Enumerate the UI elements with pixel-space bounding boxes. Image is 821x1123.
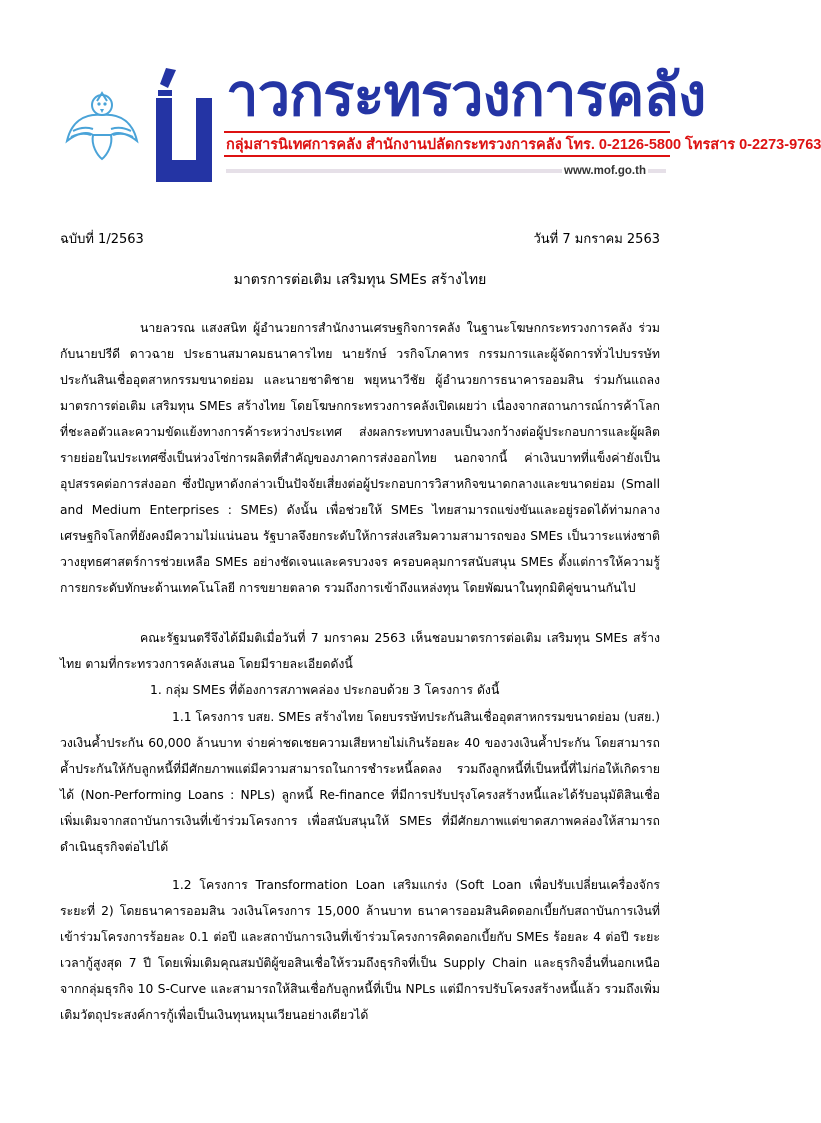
paragraph-project-1-2: 1.2 โครงการ Transformation Loan เสริมแกร่ง (Soft Loan เพื่อปรับเปลี่ยนเครื่องจักร ระยะที่ 2) โดยธนาคารออมสิน วงเงินโครงการ 15,000 ล้านบาท ธนาคารออมสินคิดดอกเบี้ยกับสถาบันการเงินที่เข้าร่วมโครงการร้อยละ 0.1 ต่อปี และสถาบันการเงินที่เข้าร่วมโครงการคิดดอกเบี้ยกับ SMEs ร้อยละ 4 ต่อปี ระยะเวลากู้สูงสุด 7 ปี โดยเพิ่มเติมคุณสมบัติผู้ขอสินเชื่อให้รวมถึงธุรกิจที่เป็น Supply Chain และธุรกิจอื่นที่นอกเหนือจากกลุ่มธุรกิจ 10 S-Curve และสามารถให้สินเชื่อกับลูกหนี้ที่เป็น NPLs แต่มีการปรับโครงสร้างหนี้แล้ว รวมถึงเพิ่มเติมวัตถุประสงค์การกู้เพื่อเป็นเงินทุนหมุนเวียนอย่างเดียวได้ [60, 878, 660, 1022]
website-link[interactable]: www.mof.go.th [564, 165, 646, 177]
masthead-title: าวกระทรวงการคลัง [226, 63, 706, 128]
garuda-emblem-icon [63, 83, 141, 161]
masthead-ba-glyph [152, 60, 218, 188]
section-heading-liquidity: 1. กลุ่ม SMEs ที่ต้องการสภาพคล่อง ประกอบด้วย 3 โครงการ ดังนี้ [150, 683, 500, 697]
issue-number: ฉบับที่ 1/2563 [60, 232, 144, 247]
contact-line: กลุ่มสารนิเทศการคลัง สำนักงานปลัดกระทรวงการคลัง โทร. 0-2126-5800 โทรสาร 0-2273-9763 [226, 137, 821, 153]
masthead [60, 55, 821, 195]
paragraph-project-1-1: 1.1 โครงการ บสย. SMEs สร้างไทย โดยบรรษัทประกันสินเชื่ออุตสาหกรรมขนาดย่อม (บสย.) วงเงินค้ำประกัน 60,000 ล้านบาท จ่ายค่าชดเชยความเสียหายไม่เกินร้อยละ 40 ของวงเงินค้ำประกัน โดยสามารถค้ำประกันให้กับลูกหนี้ที่มีศักยภาพแต่มีความสามารถในการชำระหนี้ลดลง รวมถึงลูกหนี้ที่เป็นหนี้ที่ไม่ก่อให้เกิดรายได้ (Non-Performing Loans : NPLs) ลูกหนี้ Re-finance ที่มีการปรับปรุงโครงสร้างหนี้และได้รับอนุมัติสินเชื่อเพิ่มเติมจากสถาบันการเงินที่เข้าร่วมโครงการ เพื่อสนับสนุนให้ SMEs ที่มีศักยภาพแต่ขาดสภาพคล่องให้สามารถดำเนินธุรกิจต่อไปได้ [60, 710, 660, 854]
issue-date: วันที่ 7 มกราคม 2563 [533, 232, 660, 247]
document-title: มาตรการต่อเติม เสริมทุน SMEs สร้างไทย [233, 272, 487, 288]
paragraph-intro: นายลวรณ แสงสนิท ผู้อำนวยการสำนักงานเศรษฐกิจการคลัง ในฐานะโฆษกกระทรวงการคลัง ร่วมกับนายปรีดี ดาวฉาย ประธานสมาคมธนาคารไทย นายรักษ์ วรกิจโภคาทร กรรมการและผู้จัดการทั่วไปบรรษัทประกันสินเชื่ออุตสาหกรรมขนาดย่อม และนายชาติชาย พยุหนาวีชัย ผู้อำนวยการธนาคารออมสิน ร่วมกันแถลงมาตรการต่อเติม เสริมทุน SMEs สร้างไทย โดยโฆษกกระทรวงการคลังเปิดเผยว่า เนื่องจากสถานการณ์การค้าโลกที่ชะลอตัวและความขัดแย้งทางการค้าระหว่างประเทศ ส่งผลกระทบทางลบเป็นวงกว้างต่อผู้ประกอบการและผู้ผลิตรายย่อยในประเทศซึ่งเป็นห่วงโซ่การผลิตที่สำคัญของภาคการส่งออกไทย นอกจากนี้ ค่าเงินบาทที่แข็งค่ายังเป็นอุปสรรคต่อการส่งออก ซึ่งปัญหาดังกล่าวเป็นปัจจัยเสี่ยงต่อผู้ประกอบการวิสาหกิจขนาดกลางและขนาดย่อม (Small and Medium Enterprises : SMEs) ดังนั้น เพื่อช่วยให้ SMEs ไทยสามารถแข่งขันและอยู่รอดได้ท่ามกลางเศรษฐกิจโลกที่ยังคงมีความไม่แน่นอน รัฐบาลจึงยกระดับให้การส่งเสริมความสามารถของ SMEs เป็นวาระแห่งชาติ วางยุทธศาสตร์การช่วยเหลือ SMEs อย่างชัดเจนและครบวงจร ครอบคลุมการสนับสนุน SMEs ตั้งแต่การให้ความรู้ การยกระดับทักษะด้านเทคโนโลยี การขยายตลาด รวมถึงการเข้าถึงแหล่งทุน โดยพัฒนาในทุกมิติคู่ขนานกันไป [60, 321, 660, 595]
document-meta [60, 228, 660, 248]
paragraph-cabinet-resolution: คณะรัฐมนตรีจึงได้มีมติเมื่อวันที่ 7 มกราคม 2563 เห็นชอบมาตรการต่อเติม เสริมทุน SMEs สร้างไทย ตามที่กระทรวงการคลังเสนอ โดยมีรายละเอียดดังนี้ [60, 631, 660, 671]
